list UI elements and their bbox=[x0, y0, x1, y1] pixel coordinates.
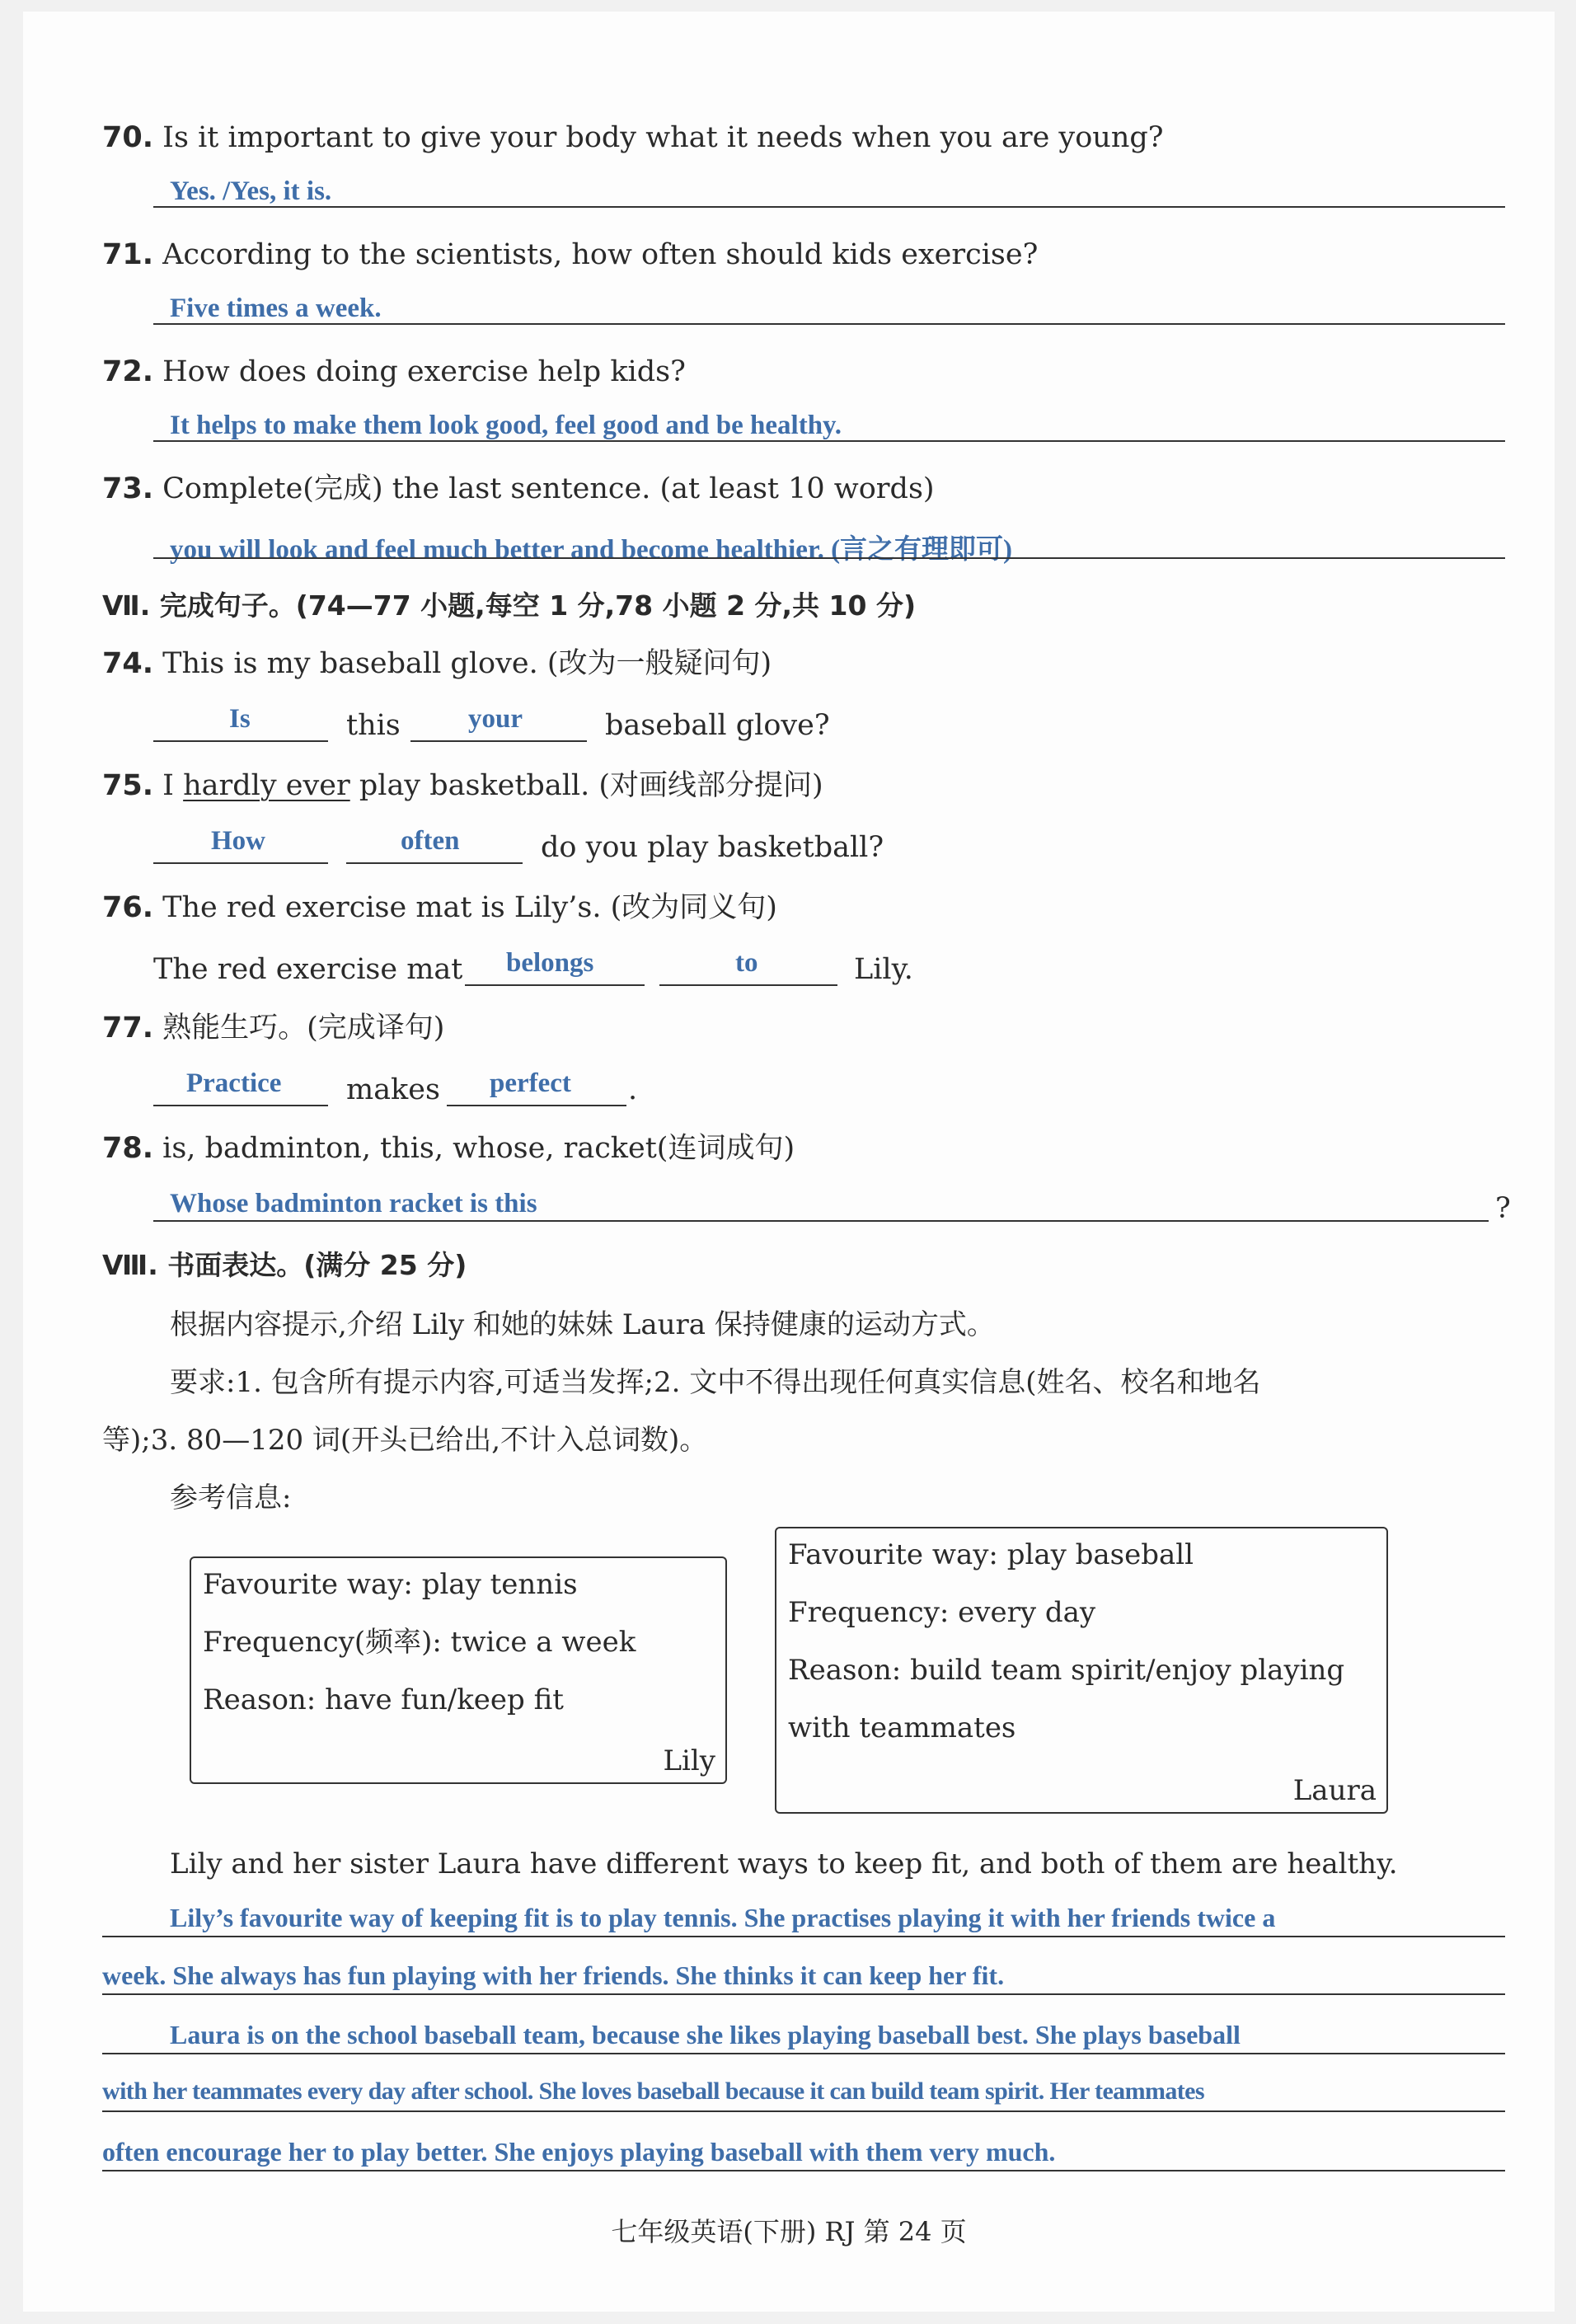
blank-line bbox=[410, 740, 587, 742]
sentence-tail: ? bbox=[1495, 1192, 1511, 1225]
lily-info-box bbox=[190, 1556, 727, 1784]
blank-75-1: How bbox=[211, 826, 265, 856]
sentence-tail: baseball glove? bbox=[605, 709, 830, 742]
essay-rule bbox=[102, 2053, 1505, 2054]
lily-frequency: Frequency(频率): twice a week bbox=[203, 1626, 636, 1659]
answer-line bbox=[153, 557, 1505, 559]
writing-requirement-1: 要求:1. 包含所有提示内容,可适当发挥;2. 文中不得出现任何真实信息(姓名、校名和地名 bbox=[170, 1366, 1261, 1399]
essay-line-2: week. She always has fun playing with her friends. She thinks it can keep her fit. bbox=[102, 1960, 1005, 1990]
question-72 bbox=[102, 351, 686, 392]
question-71 bbox=[102, 234, 1038, 275]
sentence-word: makes bbox=[346, 1073, 440, 1106]
laura-info-box bbox=[775, 1527, 1388, 1814]
answer-73: you will look and feel much better and become healthier. (言之有理即可) bbox=[170, 535, 1013, 565]
answer-78: Whose badminton racket is this bbox=[170, 1189, 537, 1218]
blank-line bbox=[659, 984, 837, 986]
answer-line bbox=[153, 1220, 1489, 1222]
essay-line-3: Laura is on the school baseball team, because she likes playing baseball best. She plays baseball bbox=[170, 2020, 1241, 2049]
blank-74-1: Is bbox=[229, 704, 251, 734]
blank-75-2: often bbox=[401, 826, 460, 856]
question-text: This is my baseball glove. (改为一般疑问句) bbox=[162, 647, 772, 680]
essay-rule bbox=[102, 1936, 1505, 1937]
answer-line bbox=[153, 206, 1505, 208]
sentence-tail: Lily. bbox=[854, 953, 913, 986]
page-footer: 七年级英语(下册) RJ 第 24 页 bbox=[611, 2216, 967, 2247]
question-text: Is it important to give your body what it needs when you are young? bbox=[162, 121, 1164, 154]
question-number: 75. bbox=[102, 769, 154, 802]
question-text: 熟能生巧。(完成译句) bbox=[162, 1012, 445, 1045]
section-8-title: Ⅷ. 书面表达。(满分 25 分) bbox=[102, 1249, 467, 1281]
answer-line bbox=[153, 440, 1505, 442]
essay-rule bbox=[102, 2110, 1505, 2112]
question-70 bbox=[102, 117, 1164, 158]
essay-rule bbox=[102, 2170, 1505, 2171]
blank-line bbox=[447, 1105, 626, 1106]
blank-74-2: your bbox=[468, 704, 523, 734]
answer-72: It helps to make them look good, feel good and be healthy. bbox=[170, 411, 842, 440]
blank-77-2: perfect bbox=[490, 1068, 571, 1098]
question-number: 74. bbox=[102, 647, 154, 680]
reference-label: 参考信息: bbox=[170, 1481, 292, 1514]
question-text: According to the scientists, how often should kids exercise? bbox=[162, 238, 1039, 271]
blank-line bbox=[465, 984, 645, 986]
writing-requirement-2: 等);3. 80—120 词(开头已给出,不计入总词数)。 bbox=[102, 1424, 708, 1457]
blank-76-1: belongs bbox=[506, 948, 594, 978]
question-number: 78. bbox=[102, 1132, 154, 1165]
essay-opening: Lily and her sister Laura have different ways to keep fit, and both of them are healthy. bbox=[170, 1847, 1398, 1880]
section-7-title: Ⅶ. 完成句子。(74—77 小题,每空 1 分,78 小题 2 分,共 10 分) bbox=[102, 589, 917, 622]
laura-favourite-way: Favourite way: play baseball bbox=[788, 1538, 1194, 1571]
question-74 bbox=[102, 643, 772, 684]
question-number: 72. bbox=[102, 355, 154, 388]
lily-favourite-way: Favourite way: play tennis bbox=[203, 1568, 578, 1601]
sentence-lead: The red exercise mat bbox=[153, 953, 463, 986]
laura-reason: Reason: build team spirit/enjoy playing bbox=[788, 1654, 1345, 1687]
writing-prompt: 根据内容提示,介绍 Lily 和她的妹妹 Laura 保持健康的运动方式。 bbox=[170, 1308, 995, 1341]
question-text: I bbox=[162, 769, 174, 802]
question-number: 76. bbox=[102, 891, 154, 924]
sentence-word: this bbox=[346, 709, 401, 742]
blank-76-2: to bbox=[735, 948, 758, 978]
question-number: 70. bbox=[102, 121, 154, 154]
question-text: Complete(完成) the last sentence. (at least 10 words) bbox=[162, 472, 935, 505]
essay-line-4: with her teammates every day after school. She loves baseball because it can build team spirit. Her teammates bbox=[102, 2078, 1204, 2105]
sentence-tail: do you play basketball? bbox=[541, 831, 884, 864]
blank-line bbox=[153, 1105, 328, 1106]
question-78 bbox=[102, 1128, 795, 1169]
question-73 bbox=[102, 468, 935, 509]
question-text: How does doing exercise help kids? bbox=[162, 355, 686, 388]
worksheet-page bbox=[23, 12, 1555, 2312]
lily-name-label: Lily bbox=[663, 1744, 715, 1777]
question-text: is, badminton, this, whose, racket(连词成句) bbox=[162, 1132, 795, 1165]
answer-70: Yes. /Yes, it is. bbox=[170, 176, 332, 206]
essay-line-1: Lily’s favourite way of keeping fit is to play tennis. She practises playing it with her friends twice a bbox=[170, 1903, 1276, 1932]
question-number: 77. bbox=[102, 1012, 154, 1045]
question-text: The red exercise mat is Lily’s. (改为同义句) bbox=[162, 891, 777, 924]
answer-71: Five times a week. bbox=[170, 293, 382, 323]
blank-line bbox=[346, 862, 523, 864]
blank-77-1: Practice bbox=[186, 1068, 282, 1098]
question-76 bbox=[102, 887, 777, 928]
answer-line bbox=[153, 323, 1505, 325]
question-number: 71. bbox=[102, 238, 154, 271]
blank-line bbox=[153, 862, 328, 864]
essay-line-5: often encourage her to play better. She enjoys playing baseball with them very much. bbox=[102, 2137, 1056, 2167]
laura-name-label: Laura bbox=[1292, 1774, 1377, 1807]
underlined-phrase: hardly ever bbox=[183, 769, 350, 802]
laura-reason-cont: with teammates bbox=[788, 1711, 1016, 1744]
blank-line bbox=[153, 740, 328, 742]
lily-reason: Reason: have fun/keep fit bbox=[203, 1683, 564, 1716]
sentence-tail: . bbox=[628, 1073, 638, 1106]
question-text: play basketball. (对画线部分提问) bbox=[359, 769, 823, 802]
essay-rule bbox=[102, 1993, 1505, 1995]
question-number: 73. bbox=[102, 472, 154, 505]
question-75 bbox=[102, 765, 823, 806]
question-77 bbox=[102, 1007, 444, 1049]
laura-frequency: Frequency: every day bbox=[788, 1596, 1096, 1629]
